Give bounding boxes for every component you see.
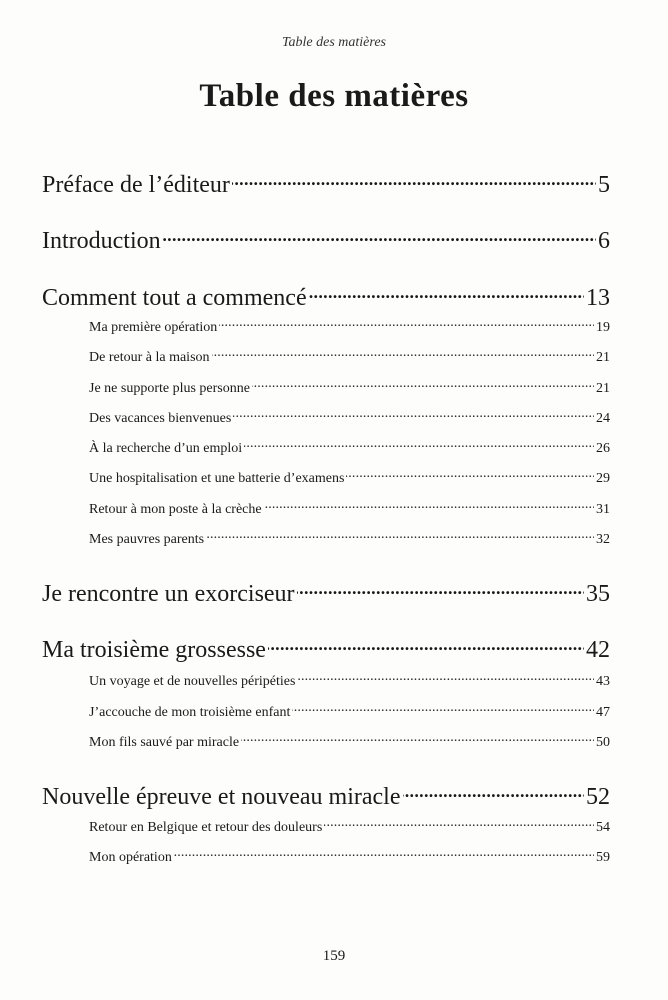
toc-entry-page: 35 <box>586 581 610 607</box>
dot-leader <box>212 347 594 361</box>
toc-entry-title: Je ne supporte plus personne <box>89 381 250 396</box>
toc-entry-title: Ma première opération <box>89 320 218 335</box>
toc-entry-page: 13 <box>586 285 610 311</box>
toc-entry-title: Des vacances bienvenues <box>89 411 232 426</box>
toc-entry[interactable] <box>42 281 610 311</box>
toc-subentry[interactable] <box>89 732 610 750</box>
toc-entry-page: 47 <box>596 705 610 720</box>
toc-entry-title: J’accouche de mon troisième enfant <box>89 705 291 720</box>
toc-entry-title: Retour en Belgique et retour des douleurs <box>89 820 323 835</box>
toc-entry-title: De retour à la maison <box>89 350 210 365</box>
dot-leader <box>252 378 594 392</box>
toc-entry-title: À la recherche d’un emploi <box>89 441 243 456</box>
toc-entry-page: 29 <box>596 471 610 486</box>
toc-subentry[interactable] <box>89 468 610 486</box>
toc-subentry[interactable] <box>89 317 610 335</box>
dot-leader <box>324 817 594 831</box>
toc-entry-page: 42 <box>586 637 610 663</box>
toc-entry-page: 43 <box>596 674 610 689</box>
page-title: Table des matières <box>199 78 469 114</box>
toc-entry-title: Je rencontre un exorciseur <box>42 581 295 607</box>
dot-leader <box>268 633 584 657</box>
toc-subentry[interactable] <box>89 529 610 547</box>
toc-entry-title: Nouvelle épreuve et nouveau miracle <box>42 784 401 810</box>
dot-leader <box>241 732 594 746</box>
toc-subentry[interactable] <box>89 438 610 456</box>
toc-entry-title: Retour à mon poste à la crèche <box>89 502 262 517</box>
toc-entry-page: 21 <box>596 381 610 396</box>
page-number: 159 <box>322 948 346 964</box>
dot-leader <box>244 438 594 452</box>
toc-entry-title: Mon fils sauvé par miracle <box>89 735 240 750</box>
toc-entry-title: Mon opération <box>89 850 172 865</box>
toc-entry-page: 24 <box>596 411 610 426</box>
dot-leader <box>174 847 594 861</box>
dot-leader <box>346 468 594 482</box>
toc-entry-page: 59 <box>596 850 610 865</box>
dot-leader <box>403 780 585 804</box>
toc-entry-title: Mes pauvres parents <box>89 532 205 547</box>
toc-entry-title: Comment tout a commencé <box>42 285 307 311</box>
toc-entry[interactable] <box>42 780 610 810</box>
toc-subentry[interactable] <box>89 847 610 865</box>
toc-entry-page: 26 <box>596 441 610 456</box>
toc-entry-page: 52 <box>586 784 610 810</box>
toc-subentry[interactable] <box>89 347 610 365</box>
toc-subentry[interactable] <box>89 671 610 689</box>
toc-subentry[interactable] <box>89 702 610 720</box>
toc-entry-page: 5 <box>598 172 610 198</box>
toc-entry-title: Préface de l’éditeur <box>42 172 230 198</box>
dot-leader <box>292 702 594 716</box>
toc-entry-page: 32 <box>596 532 610 547</box>
dot-leader <box>163 224 596 248</box>
toc-entry-page: 50 <box>596 735 610 750</box>
dot-leader <box>233 408 594 422</box>
toc-subentry[interactable] <box>89 499 610 517</box>
toc-entry-page: 54 <box>596 820 610 835</box>
toc-entry-title: Un voyage et de nouvelles péripéties <box>89 674 296 689</box>
toc-entry-page: 21 <box>596 350 610 365</box>
dot-leader <box>206 529 594 543</box>
running-head: Table des matières <box>282 35 386 50</box>
dot-leader <box>309 281 584 305</box>
toc-entry-title: Une hospitalisation et une batterie d’examens <box>89 471 345 486</box>
toc-entry[interactable] <box>42 224 610 254</box>
toc-entry-page: 6 <box>598 228 610 254</box>
toc-subentry[interactable] <box>89 408 610 426</box>
toc-entry[interactable] <box>42 633 610 663</box>
toc-entry-page: 19 <box>596 320 610 335</box>
toc-entry-title: Ma troisième grossesse <box>42 637 266 663</box>
toc-entry[interactable] <box>42 168 610 198</box>
toc-entry-page: 31 <box>596 502 610 517</box>
dot-leader <box>232 168 596 192</box>
dot-leader <box>264 499 594 513</box>
toc-entry-title: Introduction <box>42 228 161 254</box>
dot-leader <box>219 317 594 331</box>
toc-entry[interactable] <box>42 577 610 607</box>
dot-leader <box>297 577 584 601</box>
dot-leader <box>297 671 594 685</box>
toc-subentry[interactable] <box>89 378 610 396</box>
toc-subentry[interactable] <box>89 817 610 835</box>
